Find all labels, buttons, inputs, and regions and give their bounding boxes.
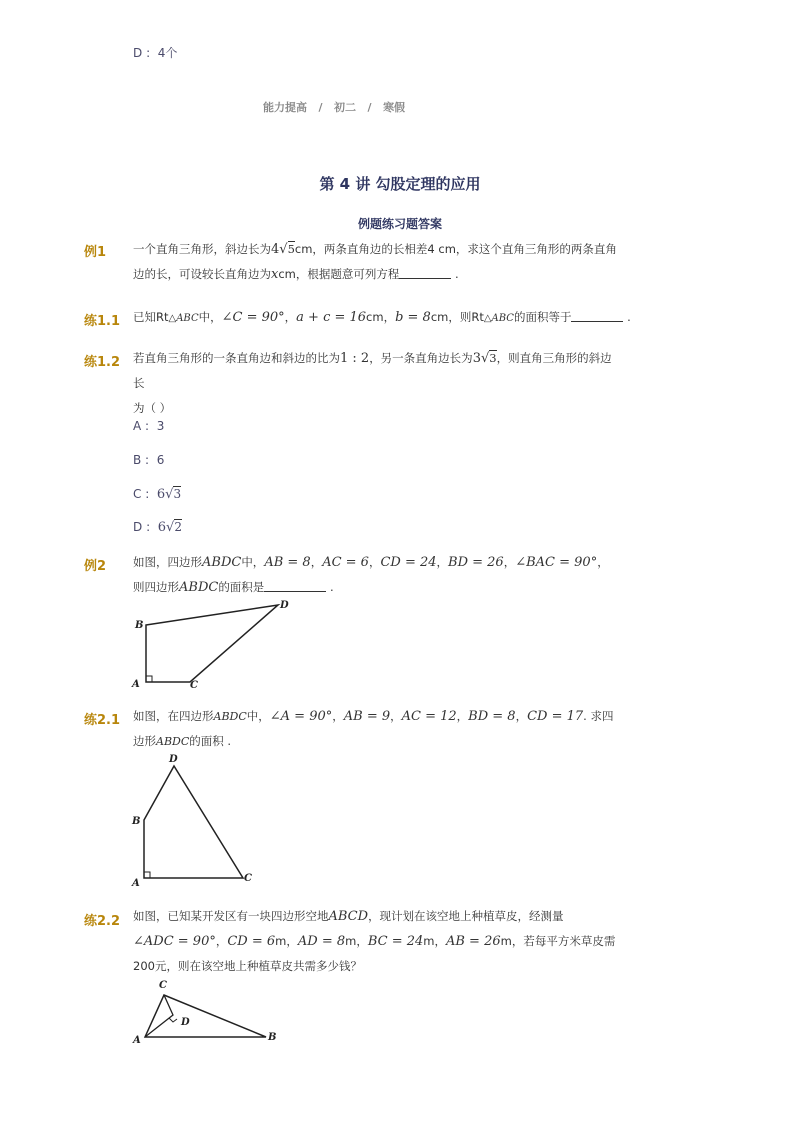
text: ，若每平方米草皮需 <box>511 934 616 948</box>
unit: m <box>500 934 512 948</box>
inner-edges <box>145 995 173 1037</box>
math: 1 : 2 <box>340 351 370 366</box>
text: . 求四 <box>583 709 614 723</box>
math: AB = 9 <box>343 709 391 724</box>
math: ABCD <box>328 909 369 924</box>
math: ABDC <box>179 580 219 595</box>
page-title: 第 4 讲 勾股定理的应用 <box>319 175 481 193</box>
vertex-label: C <box>159 980 167 991</box>
vertex-label: A <box>132 679 140 690</box>
math: 6 <box>156 487 166 502</box>
option-letter: D <box>133 46 143 60</box>
vertex-label: D <box>280 600 289 611</box>
math: 3 <box>472 351 481 366</box>
option-text: 3 <box>156 419 165 433</box>
math: 2 <box>174 520 182 534</box>
option-text: 4个 <box>157 46 178 60</box>
option-d[interactable]: D : 6√2 <box>133 520 182 535</box>
text: 若直角三角形的一条直角边和斜边的比为 <box>133 351 340 365</box>
vertex-label: B <box>268 1032 277 1043</box>
question-body: 已知Rt△ABC中，∠C = 90°，a + c = 16cm，b = 8cm，则Rt△ABC的面积等于 . <box>133 310 631 325</box>
section-subtitle: 例题练习题答案 <box>357 217 442 231</box>
figure-outline <box>144 766 243 878</box>
question-label: 练2.1 <box>84 713 121 728</box>
text: ，现计划在该空地上种植草皮，经测量 <box>368 909 564 923</box>
text: 一个直角三角形，斜边长为 <box>133 242 271 256</box>
math: b = 8 <box>395 310 431 325</box>
figure-outline <box>145 995 266 1037</box>
text: 中， <box>198 310 222 324</box>
question-body: 一个直角三角形，斜边长为4√5cm，两条直角边的长相差4 cm，求这个直角三角形的两条直角 边的长，可设较长直角边为xcm，根据题意可列方程 . <box>133 242 617 282</box>
math: ABDC <box>213 710 247 723</box>
math: AC = 6 <box>322 555 369 570</box>
breadcrumb-sep: / <box>367 101 372 114</box>
question-label: 例2 <box>84 559 107 574</box>
breadcrumb-sep: / <box>318 101 323 114</box>
quadrilateral-figure <box>128 975 283 1047</box>
question-body: 如图，在四边形ABDC中，∠A = 90°，AB = 9，AC = 12，BD = 8，CD = 17. 求四 边形ABDC的面积 . <box>133 709 614 748</box>
math: AB = 26 <box>445 934 501 949</box>
quadrilateral-figure <box>128 595 298 690</box>
math: BD = 26 <box>448 555 504 570</box>
breadcrumb-item: 初二 <box>334 101 357 114</box>
math: CD = 24 <box>380 555 437 570</box>
text: 为（ ） <box>133 401 172 415</box>
figure-outline <box>146 605 278 682</box>
text: 已知Rt <box>133 310 169 324</box>
option-letter: C <box>133 487 142 501</box>
option-c[interactable]: C : 6√3 <box>133 487 182 502</box>
question-label: 练1.2 <box>84 355 121 370</box>
answer-blank[interactable] <box>399 266 451 279</box>
math: △ABC <box>483 313 514 324</box>
option-letter: B <box>133 453 142 467</box>
math: △ABC <box>168 313 199 324</box>
text: 的面积是 <box>218 580 265 594</box>
math: ∠BAC = 90° <box>515 555 598 570</box>
text: 如图，在四边形 <box>133 709 214 723</box>
right-angle-mark <box>144 872 150 878</box>
breadcrumb-item: 寒假 <box>383 101 406 114</box>
text: cm，两条直角边的长相差4 cm，求这个直角三角形的两条直角 <box>294 242 617 256</box>
math: a + c = 16 <box>296 310 367 325</box>
text: 边形 <box>133 734 156 748</box>
text: 中， <box>246 709 270 723</box>
vertex-label: C <box>190 680 198 690</box>
text: 200元，则在该空地上种植草皮共需多少钱？ <box>133 959 362 973</box>
text: ，另一条直角边长为 <box>369 351 473 365</box>
math: 3 <box>489 351 497 365</box>
question-body: 如图，四边形ABDC中，AB = 8，AC = 6，CD = 24，BD = 26，∠BAC = 90°， 则四边形ABDC的面积是 . <box>133 555 609 595</box>
unit: m <box>345 934 357 948</box>
text: ，则直角三角形的斜边长 <box>133 351 612 390</box>
text: 的面积等于 <box>513 310 572 324</box>
unit: cm <box>430 310 449 324</box>
text: 则四边形 <box>133 580 179 594</box>
text: . <box>455 267 459 281</box>
option-a[interactable]: A : 3 <box>133 419 165 433</box>
math: ∠C = 90° <box>221 310 285 325</box>
vertex-label: D <box>169 754 178 765</box>
math: ∠ADC = 90° <box>133 934 216 949</box>
math: AD = 8 <box>297 934 346 949</box>
math-var: x <box>271 267 279 282</box>
vertex-label: A <box>133 1035 141 1046</box>
math: 4 <box>271 242 280 257</box>
text: 如图，已知某开发区有一块四边形空地 <box>133 909 329 923</box>
breadcrumb <box>263 99 405 115</box>
math: ABDC <box>202 555 242 570</box>
vertex-label: C <box>244 873 252 884</box>
question-label: 练1.1 <box>84 314 121 329</box>
unit: m <box>423 934 435 948</box>
option-letter: A <box>133 419 142 433</box>
question-label: 例1 <box>84 245 107 260</box>
vertex-label: D <box>181 1017 190 1028</box>
option-b[interactable]: B : 6 <box>133 453 165 467</box>
answer-blank[interactable] <box>571 309 623 322</box>
math: CD = 17 <box>527 709 584 724</box>
right-angle-mark <box>169 1018 177 1022</box>
option-letter: D <box>133 520 143 534</box>
unit: m <box>275 934 287 948</box>
text: cm，根据题意可列方程 <box>278 267 400 281</box>
math: 6 <box>157 520 167 535</box>
vertex-label: A <box>132 878 140 889</box>
text: ，则Rt <box>448 310 484 324</box>
text: 中， <box>241 555 265 569</box>
math: ∠A = 90° <box>269 709 333 724</box>
option-text: 6 <box>156 453 165 467</box>
quadrilateral-figure <box>128 750 268 892</box>
question-body: 如图，已知某开发区有一块四边形空地ABCD，现计划在该空地上种植草皮，经测量 ∠ADC = 90°，CD = 6m，AD = 8m，BC = 24m，AB = 26m，若每平方米草皮需 200元，则在该空地上种植草皮共需多少钱？ <box>133 909 616 973</box>
vertex-label: B <box>135 620 144 631</box>
math: AB = 8 <box>264 555 311 570</box>
vertex-label: B <box>132 816 141 827</box>
question-label: 练2.2 <box>84 914 121 929</box>
breadcrumb-item: 能力提高 <box>263 101 307 114</box>
math: CD = 6 <box>227 934 276 949</box>
answer-blank[interactable] <box>264 579 326 592</box>
top-option: D : 4个 <box>133 46 178 60</box>
math: BD = 8 <box>468 709 516 724</box>
unit: cm <box>366 310 384 324</box>
question-body: 若直角三角形的一条直角边和斜边的比为1 : 2，另一条直角边长为3√3，则直角三角形的斜边长 为（ ） <box>133 351 612 415</box>
math: 5 <box>287 242 295 256</box>
text: 边的长，可设较长直角边为 <box>133 267 271 281</box>
math: AC = 12 <box>401 709 457 724</box>
text: 的面积 . <box>189 734 232 748</box>
text: . <box>627 310 631 324</box>
math: 3 <box>173 487 182 501</box>
math: BC = 24 <box>367 934 424 949</box>
right-angle-mark <box>146 676 152 682</box>
text: . <box>329 580 334 594</box>
math: ABDC <box>156 735 190 748</box>
text: 如图，四边形 <box>133 555 202 569</box>
